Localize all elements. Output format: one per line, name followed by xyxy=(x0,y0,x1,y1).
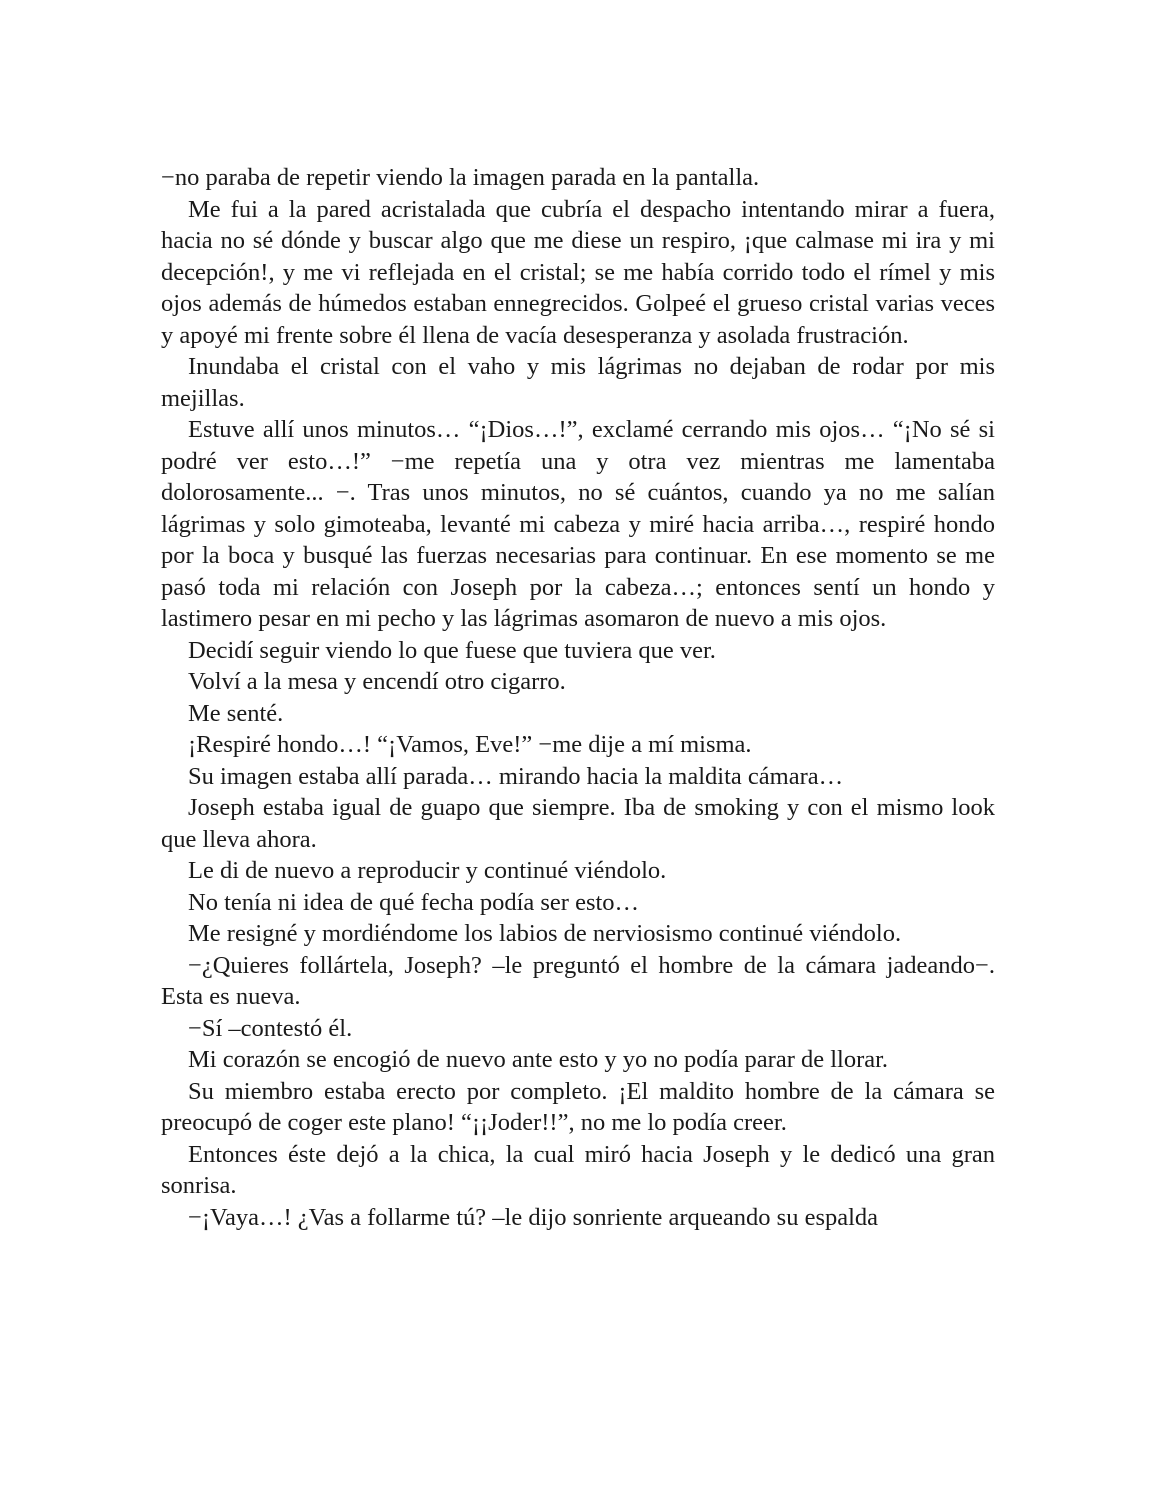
paragraph: Joseph estaba igual de guapo que siempre. Iba de smoking y con el mismo look que lleva ahora. xyxy=(161,794,995,853)
paragraph: Su imagen estaba allí parada… mirando hacia la maldita cámara… xyxy=(188,762,844,790)
paragraph: Inundaba el cristal con el vaho y mis lágrimas no dejaban de rodar por mis mejillas. xyxy=(161,353,995,412)
paragraph: Volví a la mesa y encendí otro cigarro. xyxy=(188,668,566,695)
paragraph: −Sí –contestó él. xyxy=(188,1014,353,1042)
paragraph: ¡Respiré hondo…! “¡Vamos, Eve!” −me dije a mí misma. xyxy=(188,731,752,758)
paragraph: Me fui a la pared acristalada que cubría el despacho intentando mirar a fuera, hacia no sé dónde y buscar algo que me diese un respiro, ¡que calmase mi ira y mi decepción!, y me vi reflejada en el cristal; se me había corrido todo el rímel y mis ojos además de húmedos estaban ennegrecidos. Golpeé el grueso cristal varias veces y apoyé mi frente sobre él llena de vacía desesperanza y asolada frustración. xyxy=(161,195,995,349)
paragraph: Entonces éste dejó a la chica, la cual miró hacia Joseph y le dedicó una gran sonrisa. xyxy=(161,1140,995,1199)
book-page-body xyxy=(161,162,995,1233)
paragraph: Le di de nuevo a reproducir y continué viéndolo. xyxy=(188,857,667,884)
paragraph: −¿Quieres follártela, Joseph? –le preguntó el hombre de la cámara jadeando−. Esta es nueva. xyxy=(161,951,995,1010)
paragraph: −¡Vaya…! ¿Vas a follarme tú? –le dijo sonriente arqueando su espalda xyxy=(188,1203,879,1231)
paragraph: Me senté. xyxy=(188,699,284,727)
paragraph: Mi corazón se encogió de nuevo ante esto y yo no podía parar de llorar. xyxy=(188,1046,889,1073)
paragraph: No tenía ni idea de qué fecha podía ser esto… xyxy=(188,888,640,916)
paragraph: Su miembro estaba erecto por completo. ¡El maldito hombre de la cámara se preocupó de coger este plano! “¡¡Joder!!”, no me lo podía creer. xyxy=(161,1077,995,1136)
paragraph: Me resigné y mordiéndome los labios de nerviosismo continué viéndolo. xyxy=(188,920,902,947)
paragraph: Decidí seguir viendo lo que fuese que tuviera que ver. xyxy=(188,636,716,664)
paragraph: −no paraba de repetir viendo la imagen parada en la pantalla. xyxy=(161,164,760,191)
paragraph: Estuve allí unos minutos… “¡Dios…!”, exclamé cerrando mis ojos… “¡No sé si podré ver esto…!” −me repetía una y otra vez mientras me lamentaba dolorosamente... −. Tras unos minutos, no sé cuántos, cuando ya no me salían lágrimas y solo gimoteaba, levanté mi cabeza y miré hacia arriba…, respiré hondo por la boca y busqué las fuerzas necesarias para continuar. En ese momento se me pasó toda mi relación con Joseph por la cabeza…; entonces sentí un hondo y lastimero pesar en mi pecho y las lágrimas asomaron de nuevo a mis ojos. xyxy=(161,416,995,632)
